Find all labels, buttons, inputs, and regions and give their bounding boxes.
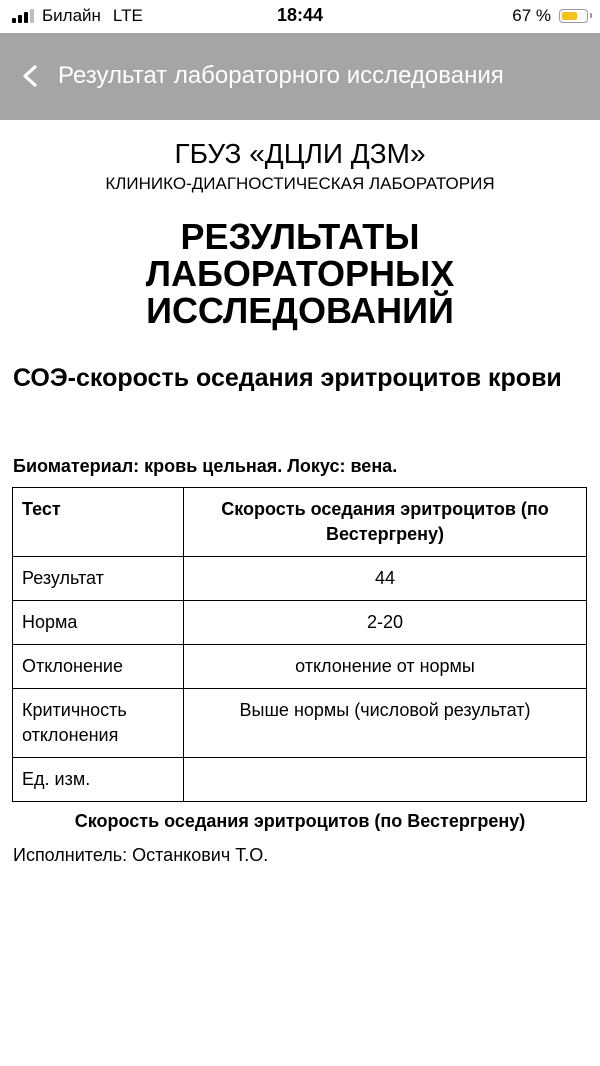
battery-icon — [559, 9, 588, 23]
status-right — [512, 6, 588, 26]
row-label: Ед. изм. — [13, 758, 184, 802]
table-row — [13, 601, 587, 645]
test-title: СОЭ-скорость оседания эритроцитов крови — [13, 364, 562, 392]
row-value: отклонение от нормы — [184, 645, 587, 689]
executor-info: Исполнитель: Останкович Т.О. — [13, 845, 269, 865]
org-name: ГБУЗ «ДЦЛИ ДЗМ» — [174, 138, 426, 169]
table-header-row — [13, 488, 587, 557]
document-title-line: ИССЛЕДОВАНИЙ — [146, 290, 454, 331]
status-time: 18:44 — [276, 5, 324, 25]
row-label: Критичность отклонения — [13, 689, 184, 758]
battery-percent: 67 % — [512, 6, 551, 25]
org-subtitle: КЛИНИКО-ДИАГНОСТИЧЕСКАЯ ЛАБОРАТОРИЯ — [105, 174, 495, 193]
network-type: LTE — [112, 6, 143, 25]
chevron-left-icon[interactable] — [22, 65, 38, 87]
table-row — [13, 758, 587, 802]
table-row — [13, 689, 587, 758]
row-value: 2-20 — [184, 601, 587, 645]
row-label: Отклонение — [13, 645, 184, 689]
nav-bar — [0, 33, 600, 120]
biomaterial-info: Биоматериал: кровь цельная. Локус: вена. — [13, 456, 398, 476]
header-value-cell: Скорость оседания эритроцитов (по Вестергрену) — [184, 488, 587, 557]
header-label-cell: Тест — [13, 488, 184, 557]
table-row — [13, 557, 587, 601]
nav-title: Результат лабораторного исследования — [58, 62, 504, 89]
row-label: Норма — [13, 601, 184, 645]
row-value — [184, 758, 587, 802]
document-title-line: ЛАБОРАТОРНЫХ — [145, 253, 455, 294]
table-row — [13, 645, 587, 689]
row-value: 44 — [184, 557, 587, 601]
carrier-name: Билайн — [42, 6, 101, 25]
document-title — [0, 218, 600, 329]
footer-test-name: Скорость оседания эритроцитов (по Вестергрену) — [74, 811, 526, 831]
document-title-line: РЕЗУЛЬТАТЫ — [180, 216, 420, 257]
row-label: Результат — [13, 557, 184, 601]
row-value: Выше нормы (числовой результат) — [184, 689, 587, 758]
status-bar — [0, 0, 600, 33]
results-table — [12, 487, 587, 802]
